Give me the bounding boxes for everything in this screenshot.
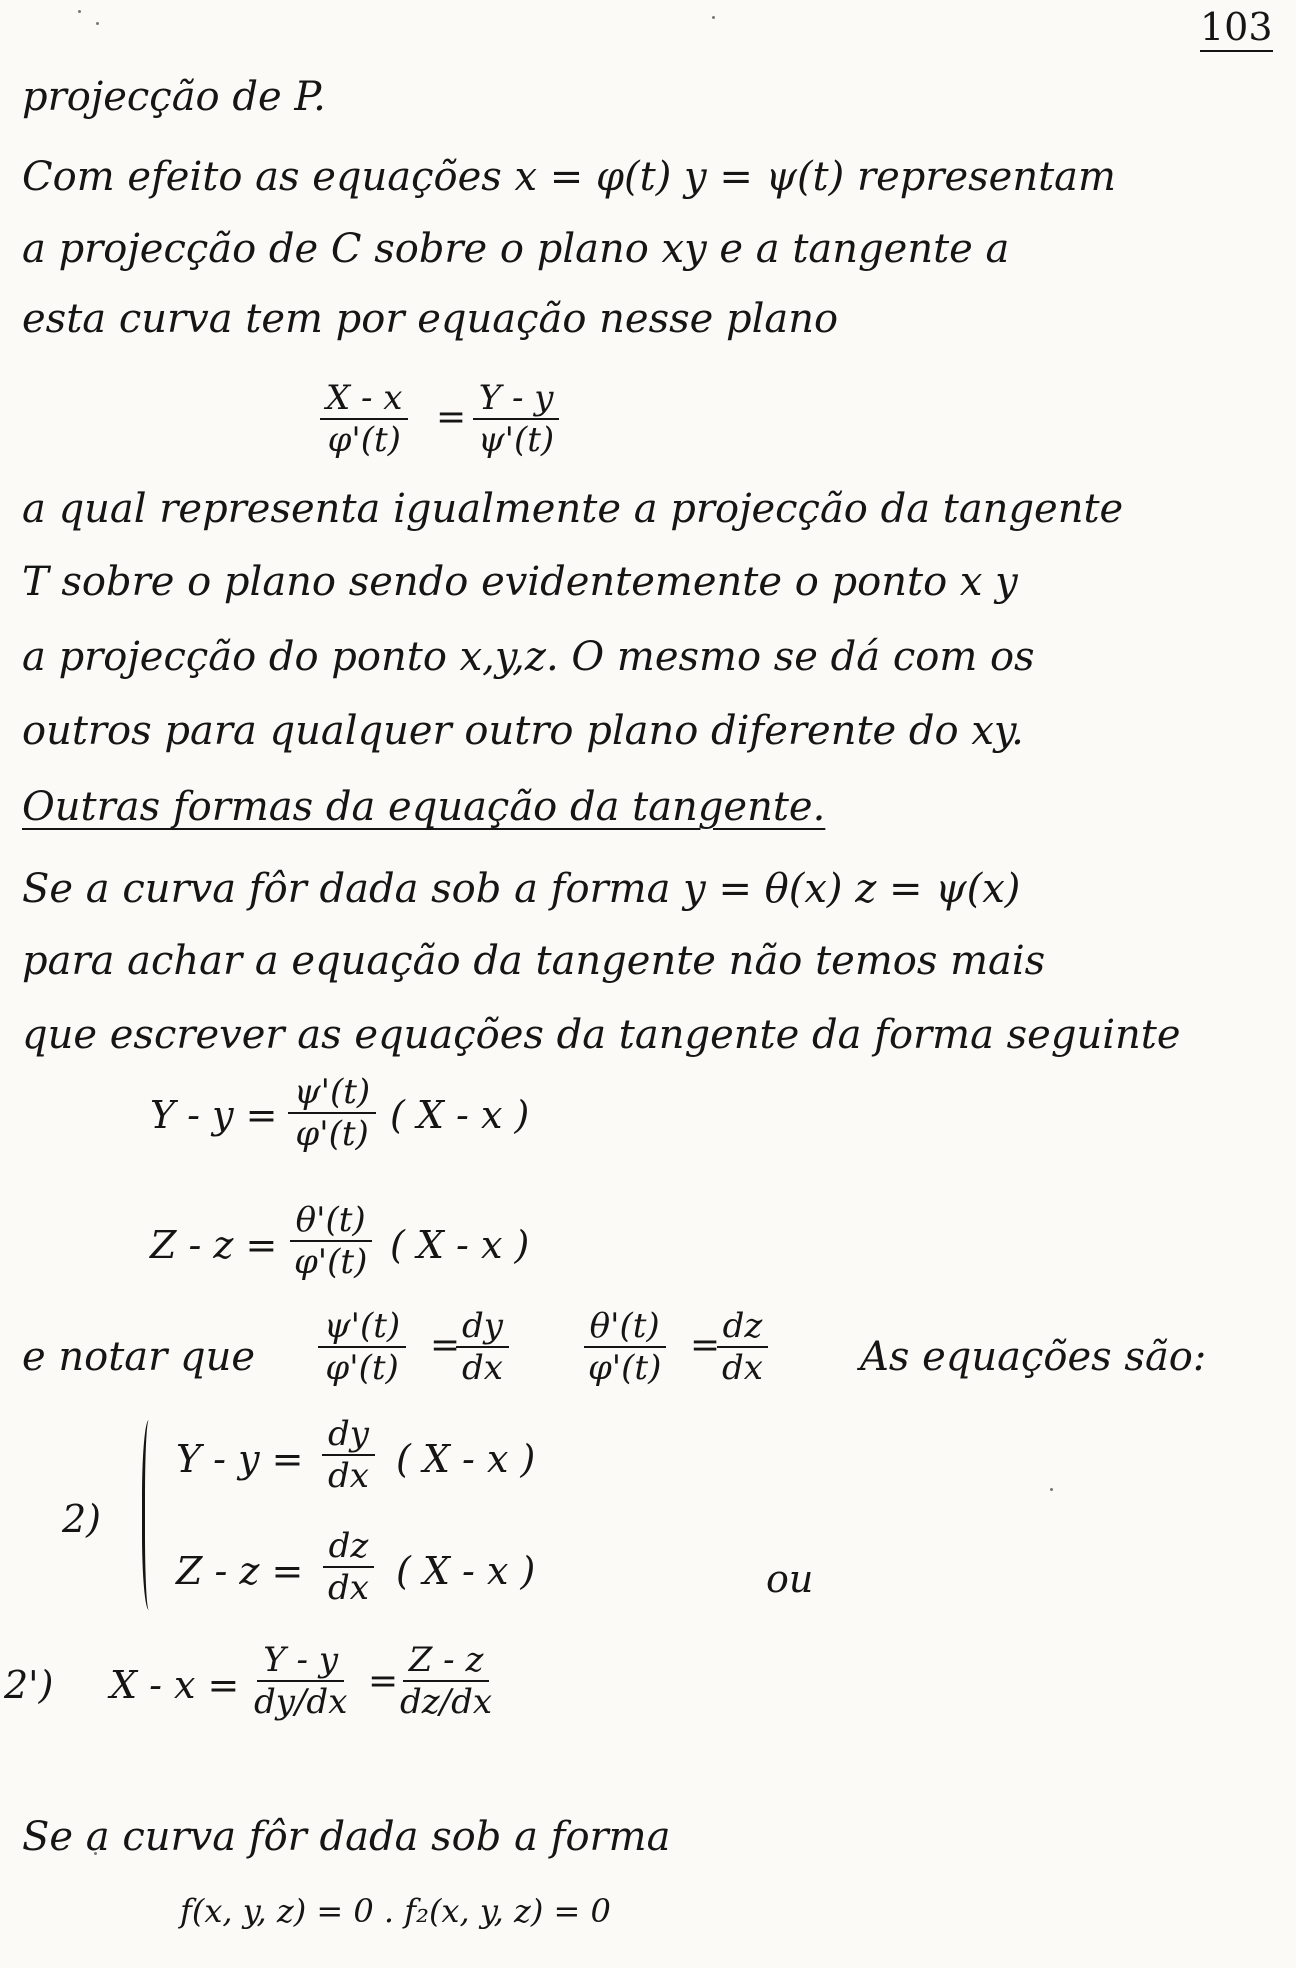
equals-sign: =: [430, 1325, 461, 1366]
fraction: [716, 1306, 769, 1388]
denominator: dx: [722, 1348, 763, 1388]
denominator: dx: [328, 1568, 369, 1608]
text-line: a projecção do ponto x,y,z. O mesmo se dá com os: [22, 634, 1035, 680]
numerator: X - x: [320, 378, 408, 420]
equals-sign: =: [690, 1325, 721, 1366]
fraction: [288, 1200, 373, 1282]
numerator: dz: [717, 1306, 769, 1348]
fraction: [248, 1640, 353, 1722]
text-line: outros para qualquer outro plano diferente do xy.: [22, 708, 1024, 754]
equation-lhs: Y - y =: [150, 1093, 278, 1137]
numerator: θ'(t): [290, 1200, 372, 1242]
equation-rhs: ( X - x ): [390, 1223, 530, 1267]
text-line: a qual representa igualmente a projecção da tangente: [22, 486, 1124, 532]
numerator: dy: [456, 1306, 509, 1348]
equation-lhs: Y - y =: [176, 1437, 304, 1481]
fraction: [472, 378, 560, 460]
denominator: φ'(t): [325, 1348, 399, 1388]
system-brace: [142, 1420, 159, 1610]
denominator: dy/dx: [254, 1682, 348, 1722]
fraction: [320, 378, 408, 460]
ink-speck: [78, 10, 81, 13]
text-line: projecção de P.: [22, 74, 326, 120]
equation-label: 2): [62, 1497, 102, 1541]
denominator: φ'(t): [327, 420, 401, 460]
page-number: 103: [1200, 4, 1273, 52]
equals-sign: =: [436, 397, 467, 438]
equals-sign: =: [368, 1661, 399, 1702]
text-line: Se a curva fôr dada sob a forma: [22, 1814, 671, 1860]
numerator: Y - y: [473, 378, 560, 420]
numerator: ψ'(t): [318, 1306, 406, 1348]
numerator: ψ'(t): [288, 1072, 376, 1114]
fraction: [456, 1306, 509, 1388]
equation-lhs: Z - z =: [176, 1549, 304, 1593]
fraction: [322, 1526, 375, 1608]
fraction: [394, 1640, 498, 1722]
equation-lhs: Z - z =: [150, 1223, 278, 1267]
text-line: T sobre o plano sendo evidentemente o ponto x y: [22, 559, 1018, 605]
denominator: dx: [328, 1456, 369, 1496]
denominator: φ'(t): [294, 1242, 368, 1282]
text-line: Se a curva fôr dada sob a forma y = θ(x) z = ψ(x): [22, 866, 1021, 912]
fraction: [582, 1306, 667, 1388]
text-line: As equações são:: [860, 1334, 1207, 1380]
equation-rhs: ( X - x ): [396, 1549, 536, 1593]
text-line: esta curva tem por equação nesse plano: [22, 296, 839, 342]
numerator: Y - y: [257, 1640, 344, 1682]
numerator: θ'(t): [584, 1306, 666, 1348]
denominator: ψ'(t): [478, 420, 555, 460]
denominator: dz/dx: [400, 1682, 493, 1722]
or-word: ou: [766, 1557, 814, 1601]
numerator: dy: [322, 1414, 375, 1456]
text-line: a projecção de C sobre o plano xy e a tangente a: [22, 226, 1010, 272]
text-line: e notar que: [22, 1334, 256, 1380]
ink-speck: [1050, 1488, 1053, 1491]
equation-line: f(x, y, z) = 0 . f₂(x, y, z) = 0: [180, 1892, 611, 1930]
denominator: dx: [462, 1348, 503, 1388]
text-line: que escrever as equações da tangente da forma seguinte: [22, 1012, 1181, 1058]
equation-lhs: X - x =: [110, 1663, 240, 1707]
equation-rhs: ( X - x ): [390, 1093, 530, 1137]
numerator: dz: [323, 1526, 375, 1568]
fraction: [288, 1072, 376, 1154]
numerator: Z - z: [403, 1640, 490, 1682]
text-line: Com efeito as equações x = φ(t) y = ψ(t) representam: [22, 154, 1116, 200]
equation-rhs: ( X - x ): [396, 1437, 536, 1481]
denominator: φ'(t): [295, 1114, 369, 1154]
equation-label: 2'): [4, 1663, 54, 1707]
fraction: [322, 1414, 375, 1496]
fraction: [318, 1306, 406, 1388]
text-line: para achar a equação da tangente não temos mais: [22, 938, 1046, 984]
denominator: φ'(t): [588, 1348, 662, 1388]
ink-speck: [96, 22, 99, 25]
ink-speck: [712, 16, 715, 19]
section-heading: Outras formas da equação da tangente.: [22, 784, 826, 830]
